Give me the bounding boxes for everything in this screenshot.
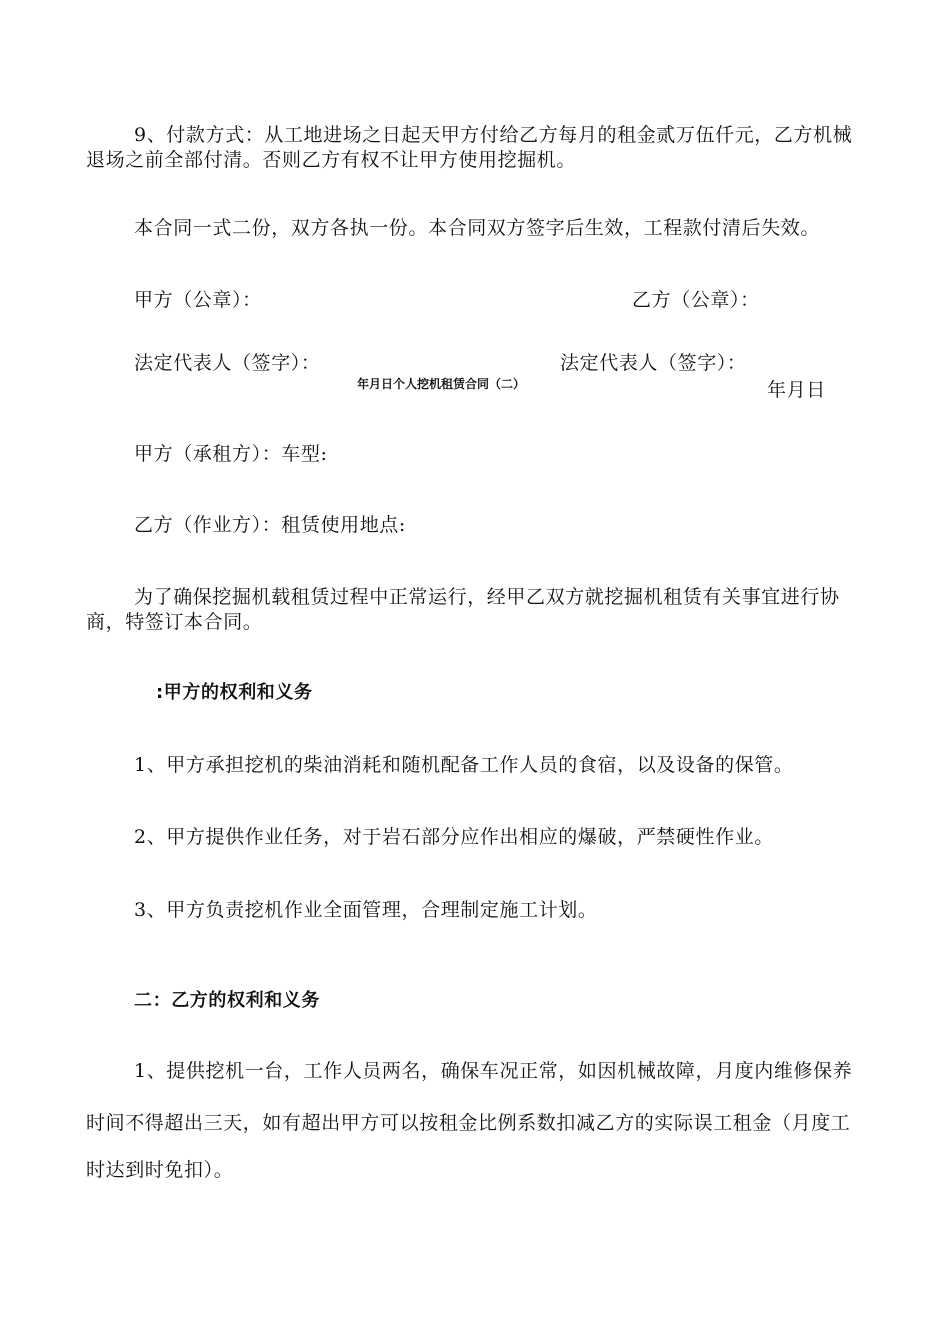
copies-clause: 本合同一式二份，双方各执一份。本合同双方签字后生效，工程款付清后失效。 [134,217,821,239]
section-1-item-2: 2、甲方提供作业任务，对于岩石部分应作出相应的爆破，严禁硬性作业。 [134,826,774,848]
party-a-seal-label: 甲方（公章）： [134,289,262,311]
party-b-seal-label: 乙方（公章）： [632,289,760,311]
contract-subtitle: 年月日个人挖机租赁合同（二） [357,377,526,391]
section-1-heading: :甲方的权利和义务 [156,682,313,703]
payment-terms-line-1: 9、付款方式：从工地进场之日起天甲方付给乙方每月的租金贰万伍仟元，乙方机械 [134,124,853,146]
party-b-representative-label: 法定代表人（签字）： [560,352,747,374]
party-a-representative-label: 法定代表人（签字）： [134,352,321,374]
section-2-item-1-line-1: 1、提供挖机一台，工作人员两名，确保车况正常，如因机械故障，月度内维修保养 [134,1060,853,1082]
section-2-item-1-line-3: 时达到时免扣）。 [86,1159,234,1181]
operator-line: 乙方（作业方）：租赁使用地点: [134,514,406,536]
date-field: 年月日 [767,379,826,401]
section-1-item-1: 1、甲方承担挖机的柴油消耗和随机配备工作人员的食宿，以及设备的保管。 [134,754,794,776]
intro-line-1: 为了确保挖掘机载租赁过程中正常运行，经甲乙双方就挖掘机租赁有关事宜进行协 [134,586,840,608]
lessee-line: 甲方（承租方）：车型: [134,443,328,465]
payment-terms-line-2: 退场之前全部付清。否则乙方有权不让甲方使用挖掘机。 [86,149,577,171]
section-2-heading: 二：乙方的权利和义务 [134,990,320,1011]
intro-line-2: 商，特签订本合同。 [86,611,263,633]
section-2-item-1-line-2: 时间不得超出三天，如有超出甲方可以按租金比例系数扣减乙方的实际误工租金（月度工 [86,1112,851,1134]
section-1-item-3: 3、甲方负责挖机作业全面管理，合理制定施工计划。 [134,899,598,921]
